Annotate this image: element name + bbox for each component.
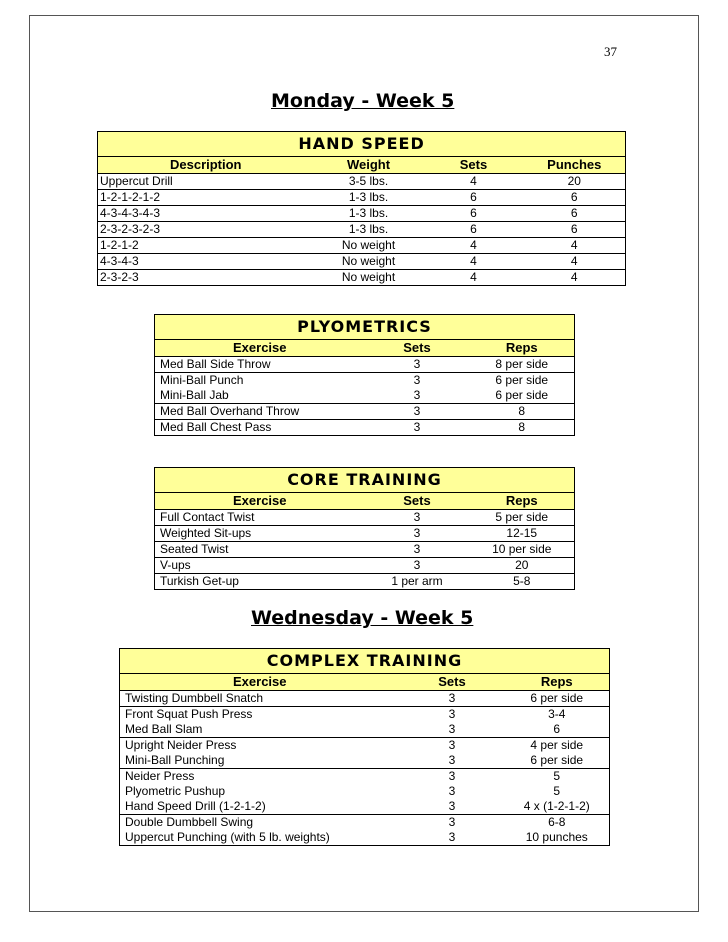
table-row <box>155 420 575 436</box>
cell: 4 <box>524 254 626 270</box>
monday-title: Monday - Week 5 <box>271 90 455 112</box>
cell: Uppercut Punching (with 5 lb. weights) <box>120 830 400 846</box>
plyometrics-table <box>154 314 575 436</box>
cell: 3 <box>365 526 470 542</box>
cell: 8 <box>470 420 575 436</box>
column-header: Punches <box>524 157 626 174</box>
table-row <box>98 206 626 222</box>
table-row <box>120 691 610 707</box>
plyometrics-title: PLYOMETRICS <box>155 315 575 340</box>
core-training-table <box>154 467 575 590</box>
cell: 6 per side <box>470 373 575 389</box>
cell: Med Ball Overhand Throw <box>155 404 365 420</box>
cell: 5-8 <box>470 574 575 590</box>
cell: 3-5 lbs. <box>314 174 424 190</box>
cell: 3 <box>365 542 470 558</box>
cell: 1-3 lbs. <box>314 222 424 238</box>
cell: 3 <box>365 510 470 526</box>
cell: Hand Speed Drill (1-2-1-2) <box>120 799 400 815</box>
table-row <box>155 357 575 373</box>
cell: 3 <box>365 404 470 420</box>
table-row <box>120 830 610 846</box>
table-row <box>120 738 610 754</box>
cell: 6 <box>424 222 524 238</box>
cell: 6 <box>524 222 626 238</box>
cell: No weight <box>314 270 424 286</box>
cell: 4 <box>524 238 626 254</box>
cell: 4 <box>424 254 524 270</box>
cell: 6 <box>424 206 524 222</box>
column-header: Sets <box>365 340 470 357</box>
cell: 12-15 <box>470 526 575 542</box>
cell: 5 <box>505 769 610 785</box>
cell: 3 <box>413 373 421 387</box>
cell: 3 <box>400 799 505 815</box>
table-row <box>120 799 610 815</box>
table-row <box>155 574 575 590</box>
cell: 1-3 lbs. <box>314 190 424 206</box>
cell: Seated Twist <box>155 542 365 558</box>
cell: Mini-Ball Punch <box>155 373 365 389</box>
table-row <box>155 542 575 558</box>
table-row <box>120 753 610 769</box>
cell: Twisting Dumbbell Snatch <box>120 691 400 707</box>
column-header: Description <box>98 157 314 174</box>
cell: 5 <box>505 784 610 799</box>
cell: 5 per side <box>470 510 575 526</box>
table-row <box>155 388 575 404</box>
cell: 1-2-1-2 <box>98 238 314 254</box>
complex-training-table <box>119 648 610 846</box>
cell: Med Ball Chest Pass <box>155 420 365 436</box>
column-header: Sets <box>400 674 505 691</box>
cell: Front Squat Push Press <box>120 707 400 723</box>
cell: 4 <box>524 270 626 286</box>
cell: 20 <box>524 174 626 190</box>
cell: 3 <box>448 707 456 721</box>
hand-speed-table <box>97 131 626 286</box>
column-header: Exercise <box>120 674 400 691</box>
hand-speed-title: HAND SPEED <box>98 132 626 157</box>
cell: 3 <box>448 769 456 783</box>
cell: 4-3-4-3-4-3 <box>98 206 314 222</box>
core-training-title: CORE TRAINING <box>155 468 575 493</box>
cell: 3 <box>365 388 470 404</box>
cell: Uppercut Drill <box>98 174 314 190</box>
cell: 8 <box>470 404 575 420</box>
cell: 1-3 lbs. <box>314 206 424 222</box>
cell: 3 <box>400 691 505 707</box>
table-row <box>120 707 610 723</box>
cell: 3 <box>448 784 456 798</box>
wednesday-title: Wednesday - Week 5 <box>251 607 474 629</box>
table-row <box>155 510 575 526</box>
cell: Double Dumbbell Swing <box>120 815 400 831</box>
page-number: 37 <box>604 44 617 59</box>
table-row <box>155 373 575 389</box>
cell: 3 <box>448 738 456 752</box>
cell: 6 per side <box>505 691 610 707</box>
cell: 3 <box>400 753 505 769</box>
cell: 10 punches <box>505 830 610 846</box>
column-header: Reps <box>470 340 575 357</box>
cell: 4-3-4-3 <box>98 254 314 270</box>
column-header: Sets <box>365 493 470 510</box>
cell: 4 <box>424 174 524 190</box>
cell: 6-8 <box>505 815 610 831</box>
table-row <box>98 254 626 270</box>
cell: Neider Press <box>120 769 400 785</box>
cell: 8 per side <box>470 357 575 373</box>
cell: 2-3-2-3 <box>98 270 314 286</box>
complex-training-title: COMPLEX TRAINING <box>120 649 610 674</box>
cell: 20 <box>470 558 575 574</box>
cell: 1 per arm <box>365 574 470 590</box>
cell: Mini-Ball Punching <box>120 753 400 769</box>
table-row <box>98 174 626 190</box>
cell: Mini-Ball Jab <box>155 388 365 404</box>
cell: 6 per side <box>505 753 610 769</box>
column-header: Weight <box>314 157 424 174</box>
cell: 6 <box>424 190 524 206</box>
table-row <box>120 815 610 831</box>
table-row <box>98 190 626 206</box>
cell: 3 <box>400 830 505 846</box>
column-header: Reps <box>505 674 610 691</box>
cell: 1-2-1-2-1-2 <box>98 190 314 206</box>
cell: 6 <box>524 190 626 206</box>
cell: Full Contact Twist <box>155 510 365 526</box>
cell: Turkish Get-up <box>155 574 365 590</box>
cell: 4 x (1-2-1-2) <box>505 799 610 815</box>
table-row <box>98 222 626 238</box>
table-row <box>98 238 626 254</box>
cell: 3 <box>448 815 456 829</box>
cell: 4 <box>424 238 524 254</box>
cell: 6 per side <box>470 388 575 404</box>
column-header: Reps <box>470 493 575 510</box>
table-row <box>155 404 575 420</box>
cell: Upright Neider Press <box>120 738 400 754</box>
cell: 3 <box>365 420 470 436</box>
column-header: Exercise <box>155 340 365 357</box>
cell: 6 <box>505 722 610 738</box>
cell: V-ups <box>155 558 365 574</box>
cell: 2-3-2-3-2-3 <box>98 222 314 238</box>
table-row <box>155 526 575 542</box>
table-row <box>120 784 610 799</box>
cell: 6 <box>524 206 626 222</box>
cell: Med Ball Side Throw <box>155 357 365 373</box>
cell: 3 <box>365 357 470 373</box>
cell: 3-4 <box>505 707 610 723</box>
cell: 10 per side <box>470 542 575 558</box>
column-header: Exercise <box>155 493 365 510</box>
cell: 4 <box>424 270 524 286</box>
table-row <box>120 722 610 738</box>
column-header: Sets <box>424 157 524 174</box>
table-row <box>155 558 575 574</box>
cell: 4 per side <box>505 738 610 754</box>
cell: Plyometric Pushup <box>120 784 400 799</box>
table-row <box>98 270 626 286</box>
cell: 3 <box>400 722 505 738</box>
cell: No weight <box>314 238 424 254</box>
cell: No weight <box>314 254 424 270</box>
cell: 3 <box>365 558 470 574</box>
cell: Med Ball Slam <box>120 722 400 738</box>
table-row <box>120 769 610 785</box>
cell: Weighted Sit-ups <box>155 526 365 542</box>
